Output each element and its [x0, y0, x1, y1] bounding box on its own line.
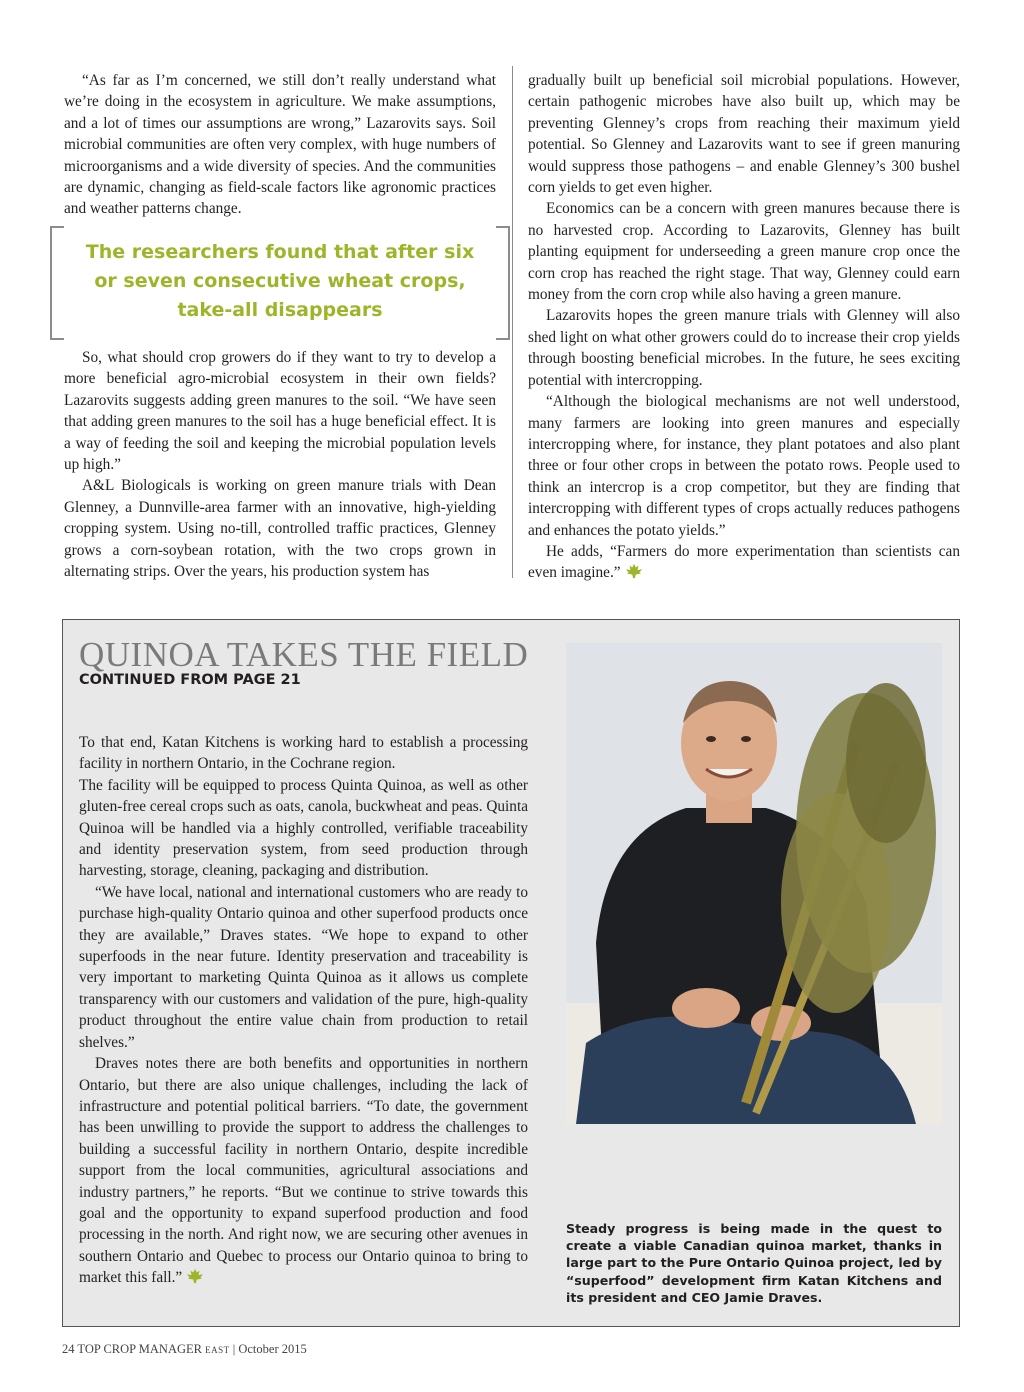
sidebar-box	[62, 619, 960, 1327]
pull-quote-line: The researchers found that after six	[85, 241, 475, 263]
paragraph: Lazarovits hopes the green manure trials with Glenney will also shed light on what other growers could do to increase their crop yields through boosting beneficial microbes. In the future, he sees exciting potential with intercropping.	[528, 307, 960, 389]
paragraph: To that end, Katan Kitchens is working hard to establish a processing facility in northern Ontario, in the Cochrane region.	[79, 734, 528, 773]
paragraph: A&L Biologicals is working on green manure trials with Dean Glenney, a Dunnville-area farmer with an innovative, high-yielding cropping system. Using no-till, controlled traffic practices, Glenney grows a corn-soybean rotation, with the two crops grown in alternating strips. Over the years, his production system has	[64, 477, 496, 581]
sidebar-body	[79, 732, 528, 1289]
page-number: 24	[62, 1342, 75, 1356]
page-footer	[62, 1342, 307, 1357]
maple-leaf-icon	[186, 1268, 204, 1284]
paragraph: Economics can be a concern with green manures because there is no harvested crop. According to Lazarovits, Glenney has built planting equipment for underseeding a green manure crop once the corn crop has reached the right stage. That way, Glenney could earn money from the corn crop while also having a green manure.	[528, 200, 960, 304]
maple-leaf-icon	[625, 563, 643, 579]
pull-quote-line: take-all disappears	[177, 299, 383, 321]
paragraph-text: Draves notes there are both benefits and opportunities in northern Ontario, but there are also unique challenges, including the lack of infrastructure and potential political barriers. “To date, the government has been unwilling to provide the support to address the challenges to building a successful facility in northern Ontario, despite incredible support from the local communities, agricultural associations and industry partners,” he reports. “But we continue to strive towards this goal and the opportunity to expand superfood production and food processing in the north. And right now, we are securing other avenues in southern Ontario and Quebec to process our Ontario quinoa to bring to market this fall.”	[79, 1055, 528, 1287]
photo-jamie-draves	[566, 643, 942, 1124]
paragraph: The facility will be equipped to process Quinta Quinoa, as well as other gluten-free cereal crops such as oats, canola, buckwheat and peas. Quinta Quinoa will be handled via a highly controlled, verifiable traceability and identity preservation system, from seed production through harvesting, storage, cleaning, packaging and distribution.	[79, 776, 528, 880]
pull-quote-bracket-left	[50, 226, 64, 340]
photo-illustration	[566, 643, 942, 1124]
sidebar-subtitle: CONTINUED FROM PAGE 21	[79, 672, 301, 688]
paragraph: So, what should crop growers do if they want to try to develop a more beneficial agro-microbial ecosystem in their own fields? Lazarovits suggests adding green manures to the soil. “We have seen that adding green manures to the soil has a huge beneficial effect. It is a way of feeding the soil and keeping the microbial population levels up high.”	[64, 349, 496, 474]
sidebar-title: QUINOA TAKES THE FIELD	[79, 635, 529, 674]
paragraph-end	[528, 541, 960, 584]
column-divider	[512, 66, 513, 578]
issue-date: October 2015	[238, 1342, 307, 1356]
paragraph-end	[79, 1053, 528, 1288]
left-column-top	[64, 70, 496, 220]
left-column-bottom	[64, 347, 496, 582]
pull-quote	[40, 226, 510, 340]
edition-label: EAST	[205, 1345, 230, 1355]
magazine-name: TOP CROP MANAGER	[77, 1342, 202, 1356]
right-column	[528, 70, 960, 584]
paragraph: “We have local, national and international customers who are ready to purchase high-quality Ontario quinoa and other superfood products once they are available,” Draves states. “We hope to expand to other superfoods in the near future. Identity preservation and traceability is very important to marketing Quinta Quinoa as it allows us complete transparency with our customers and validation of the pure, high-quality product throughout the entire value chain from production to retail shelves.”	[79, 883, 528, 1051]
paragraph: gradually built up beneficial soil microbial populations. However, certain pathogenic microbes have also built up, which may be preventing Glenney’s crops from reaching their maximum yield potential. So Glenney and Lazarovits want to see if green manuring would suppress those pathogens – and enable Glenney’s 300 bushel corn yields to get even higher.	[528, 72, 960, 197]
pull-quote-line: or seven consecutive wheat crops,	[94, 270, 466, 292]
paragraph: “As far as I’m concerned, we still don’t really understand what we’re doing in the ecosystem in agriculture. We make assumptions, and a lot of times our assumptions are wrong,” Lazarovits says. Soil microbial communities are often very complex, with huge numbers of microorganisms and a wide diversity of species. And the communities are dynamic, changing as field-scale factors like agronomic practices and weather patterns change.	[64, 72, 496, 218]
paragraph: “Although the biological mechanisms are not well understood, many farmers are looking into green manures and especially intercropping where, for instance, they plant potatoes and also plant three or four other crops in between the potato rows. People used to think an intercrop is a crop competitor, but they are finding that intercropping with different types of crops actually reduces pathogens and enhances the potato yields.”	[528, 393, 960, 539]
photo-caption: Steady progress is being made in the quest to create a viable Canadian quinoa market, thanks in large part to the Pure Ontario Quinoa project, led by “superfood” development firm Katan Kitchens and its president and CEO Jamie Draves.	[566, 1221, 942, 1305]
pull-quote-text	[70, 238, 490, 325]
paragraph-text: He adds, “Farmers do more experimentation than scientists can even imagine.”	[528, 542, 960, 582]
footer-separator: |	[232, 1342, 236, 1356]
pull-quote-bracket-right	[496, 226, 510, 340]
